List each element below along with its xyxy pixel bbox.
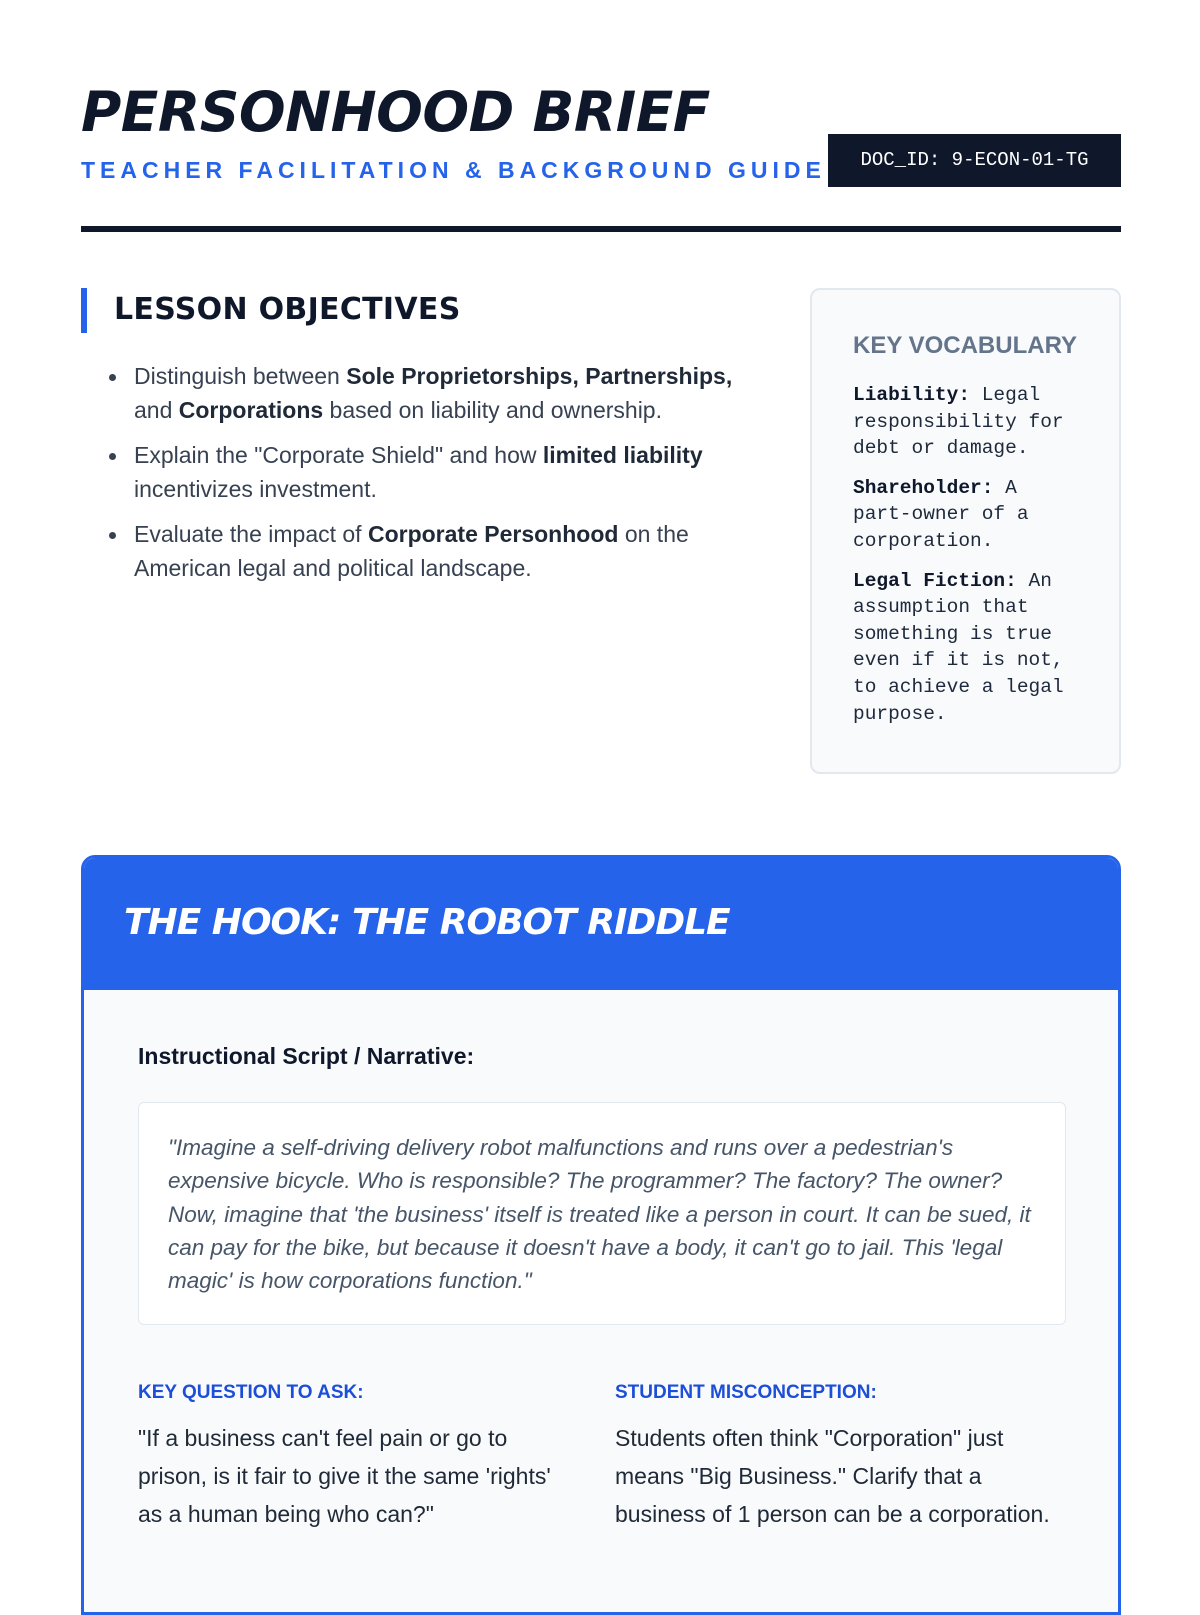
objective-emphasis: Corporations xyxy=(178,396,324,423)
vocabulary-definition: An assumption that something is true even if it is not, to achieve a legal purpose. xyxy=(853,569,1064,725)
key-vocabulary-box xyxy=(810,288,1121,774)
script-quote-text: "Imagine a self-driving delivery robot malfunctions and runs over a pedestrian's expensive bicycle. Who is responsible? The programmer? The factory? The owner? Now, imagine that 'the business' itself is treated like a person in court. It can be sued, it can pay for the bike, but because it doesn't have a body, it can't go to jail. This 'legal magic' is how corporations function." xyxy=(168,1135,1031,1294)
document-subtitle: TEACHER FACILITATION & BACKGROUND GUIDE xyxy=(81,157,826,183)
bullet-icon xyxy=(109,374,116,381)
vocabulary-item xyxy=(853,475,1085,555)
objectives-heading xyxy=(81,288,751,333)
script-label: Instructional Script / Narrative: xyxy=(138,1043,475,1069)
vocabulary-definition: A part-owner of a corporation. xyxy=(853,476,1029,552)
objective-item xyxy=(81,360,761,427)
objective-text: based on liability and ownership. xyxy=(323,396,662,423)
objective-emphasis: Sole Proprietorships, Partnerships, xyxy=(346,363,733,389)
vocabulary-term: Shareholder: xyxy=(853,476,994,499)
objective-text: on the American legal and political landscape. xyxy=(134,521,689,581)
objective-text: Distinguish between xyxy=(134,363,347,389)
vocabulary-term: Legal Fiction: xyxy=(853,569,1017,592)
script-quote-box xyxy=(138,1102,1066,1325)
objective-emphasis: Corporate Personhood xyxy=(367,521,619,547)
header-divider xyxy=(81,226,1121,232)
objectives-title: LESSON OBJECTIVES xyxy=(114,292,461,327)
misconception-column xyxy=(615,1381,1055,1533)
key-question-text: "If a business can't feel pain or go to prison, is it fair to give it the same 'rights' as a human being who can?" xyxy=(138,1425,551,1527)
hook-card xyxy=(81,855,1121,1615)
objective-item xyxy=(81,439,761,506)
objective-emphasis: limited liability xyxy=(542,442,703,468)
vocabulary-term: Liability: xyxy=(853,384,971,406)
hook-header xyxy=(84,858,1118,990)
vocabulary-item xyxy=(853,382,1085,462)
key-question-column xyxy=(138,1381,558,1533)
vocabulary-title: KEY VOCABULARY xyxy=(853,332,1078,359)
document-id-badge: DOC_ID: 9-ECON-01-TG xyxy=(828,134,1121,187)
misconception-text: Students often think "Corporation" just means "Big Business." Clarify that a business of 1 person can be a corporation. xyxy=(615,1425,1050,1527)
objective-item xyxy=(81,518,761,585)
objective-text: Evaluate the impact of xyxy=(134,521,368,547)
bullet-icon xyxy=(109,532,116,539)
bullet-icon xyxy=(109,453,116,460)
objectives-list xyxy=(81,360,761,597)
misconception-label: STUDENT MISCONCEPTION: xyxy=(615,1382,877,1403)
objective-text: and xyxy=(134,396,179,423)
key-question-label: KEY QUESTION TO ASK: xyxy=(138,1382,364,1403)
heading-accent-bar xyxy=(81,288,87,333)
document-header xyxy=(81,0,1121,234)
hook-title: THE HOOK: THE ROBOT RIDDLE xyxy=(124,902,730,943)
document-title: PERSONHOOD BRIEF xyxy=(81,80,710,144)
vocabulary-definition: Legal responsibility for debt or damage. xyxy=(853,384,1064,460)
lesson-objectives-section xyxy=(81,288,751,581)
objective-text: incentivizes investment. xyxy=(134,475,377,502)
objective-text: Explain the "Corporate Shield" and how xyxy=(134,442,543,468)
document-page xyxy=(81,0,1121,1527)
vocabulary-list xyxy=(853,382,1085,740)
vocabulary-item xyxy=(853,568,1085,728)
